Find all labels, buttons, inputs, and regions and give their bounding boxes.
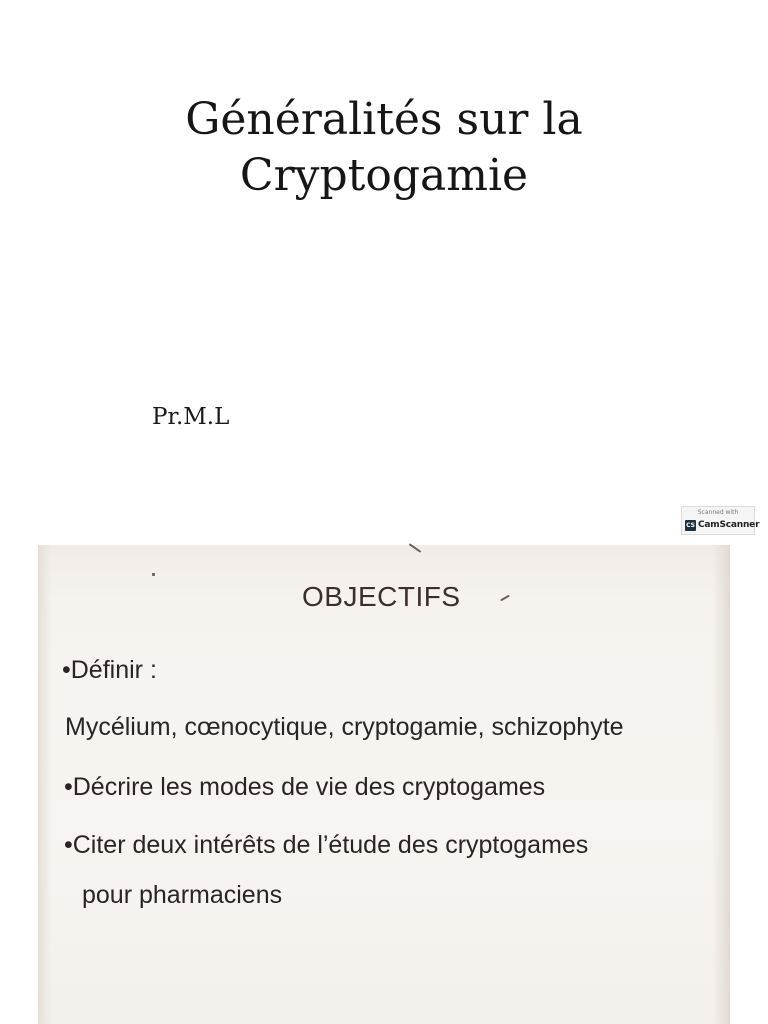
author-label: Pr.M.L [152, 404, 230, 430]
main-title [0, 92, 768, 204]
scanned-with-label: Scanned with [697, 509, 739, 516]
objective-describe: •Décrire les modes de vie des cryptogames [64, 773, 546, 801]
objectives-heading: OBJECTIFS [302, 581, 461, 612]
objective-define: •Définir : [62, 656, 157, 684]
objective-terms: Mycélium, cœnocytique, cryptogamie, schizophyte [65, 713, 624, 741]
camscanner-logo-icon: CS [686, 522, 695, 529]
camscanner-badge [681, 506, 760, 535]
camscanner-name: CamScanner [698, 520, 760, 530]
objective-cite: •Citer deux intérêts de l’étude des cryptogames [64, 831, 589, 859]
objectives-slide [38, 545, 730, 1024]
scan-shadow-left [38, 545, 52, 1024]
scan-shadow-right [712, 545, 730, 1024]
scan-speck [500, 595, 510, 602]
objective-cite-continued: pour pharmaciens [82, 881, 283, 909]
title-line-1: Généralités sur la [185, 94, 583, 145]
scan-speck [409, 543, 422, 553]
scan-speck [152, 573, 155, 576]
title-line-2: Cryptogamie [239, 150, 529, 201]
